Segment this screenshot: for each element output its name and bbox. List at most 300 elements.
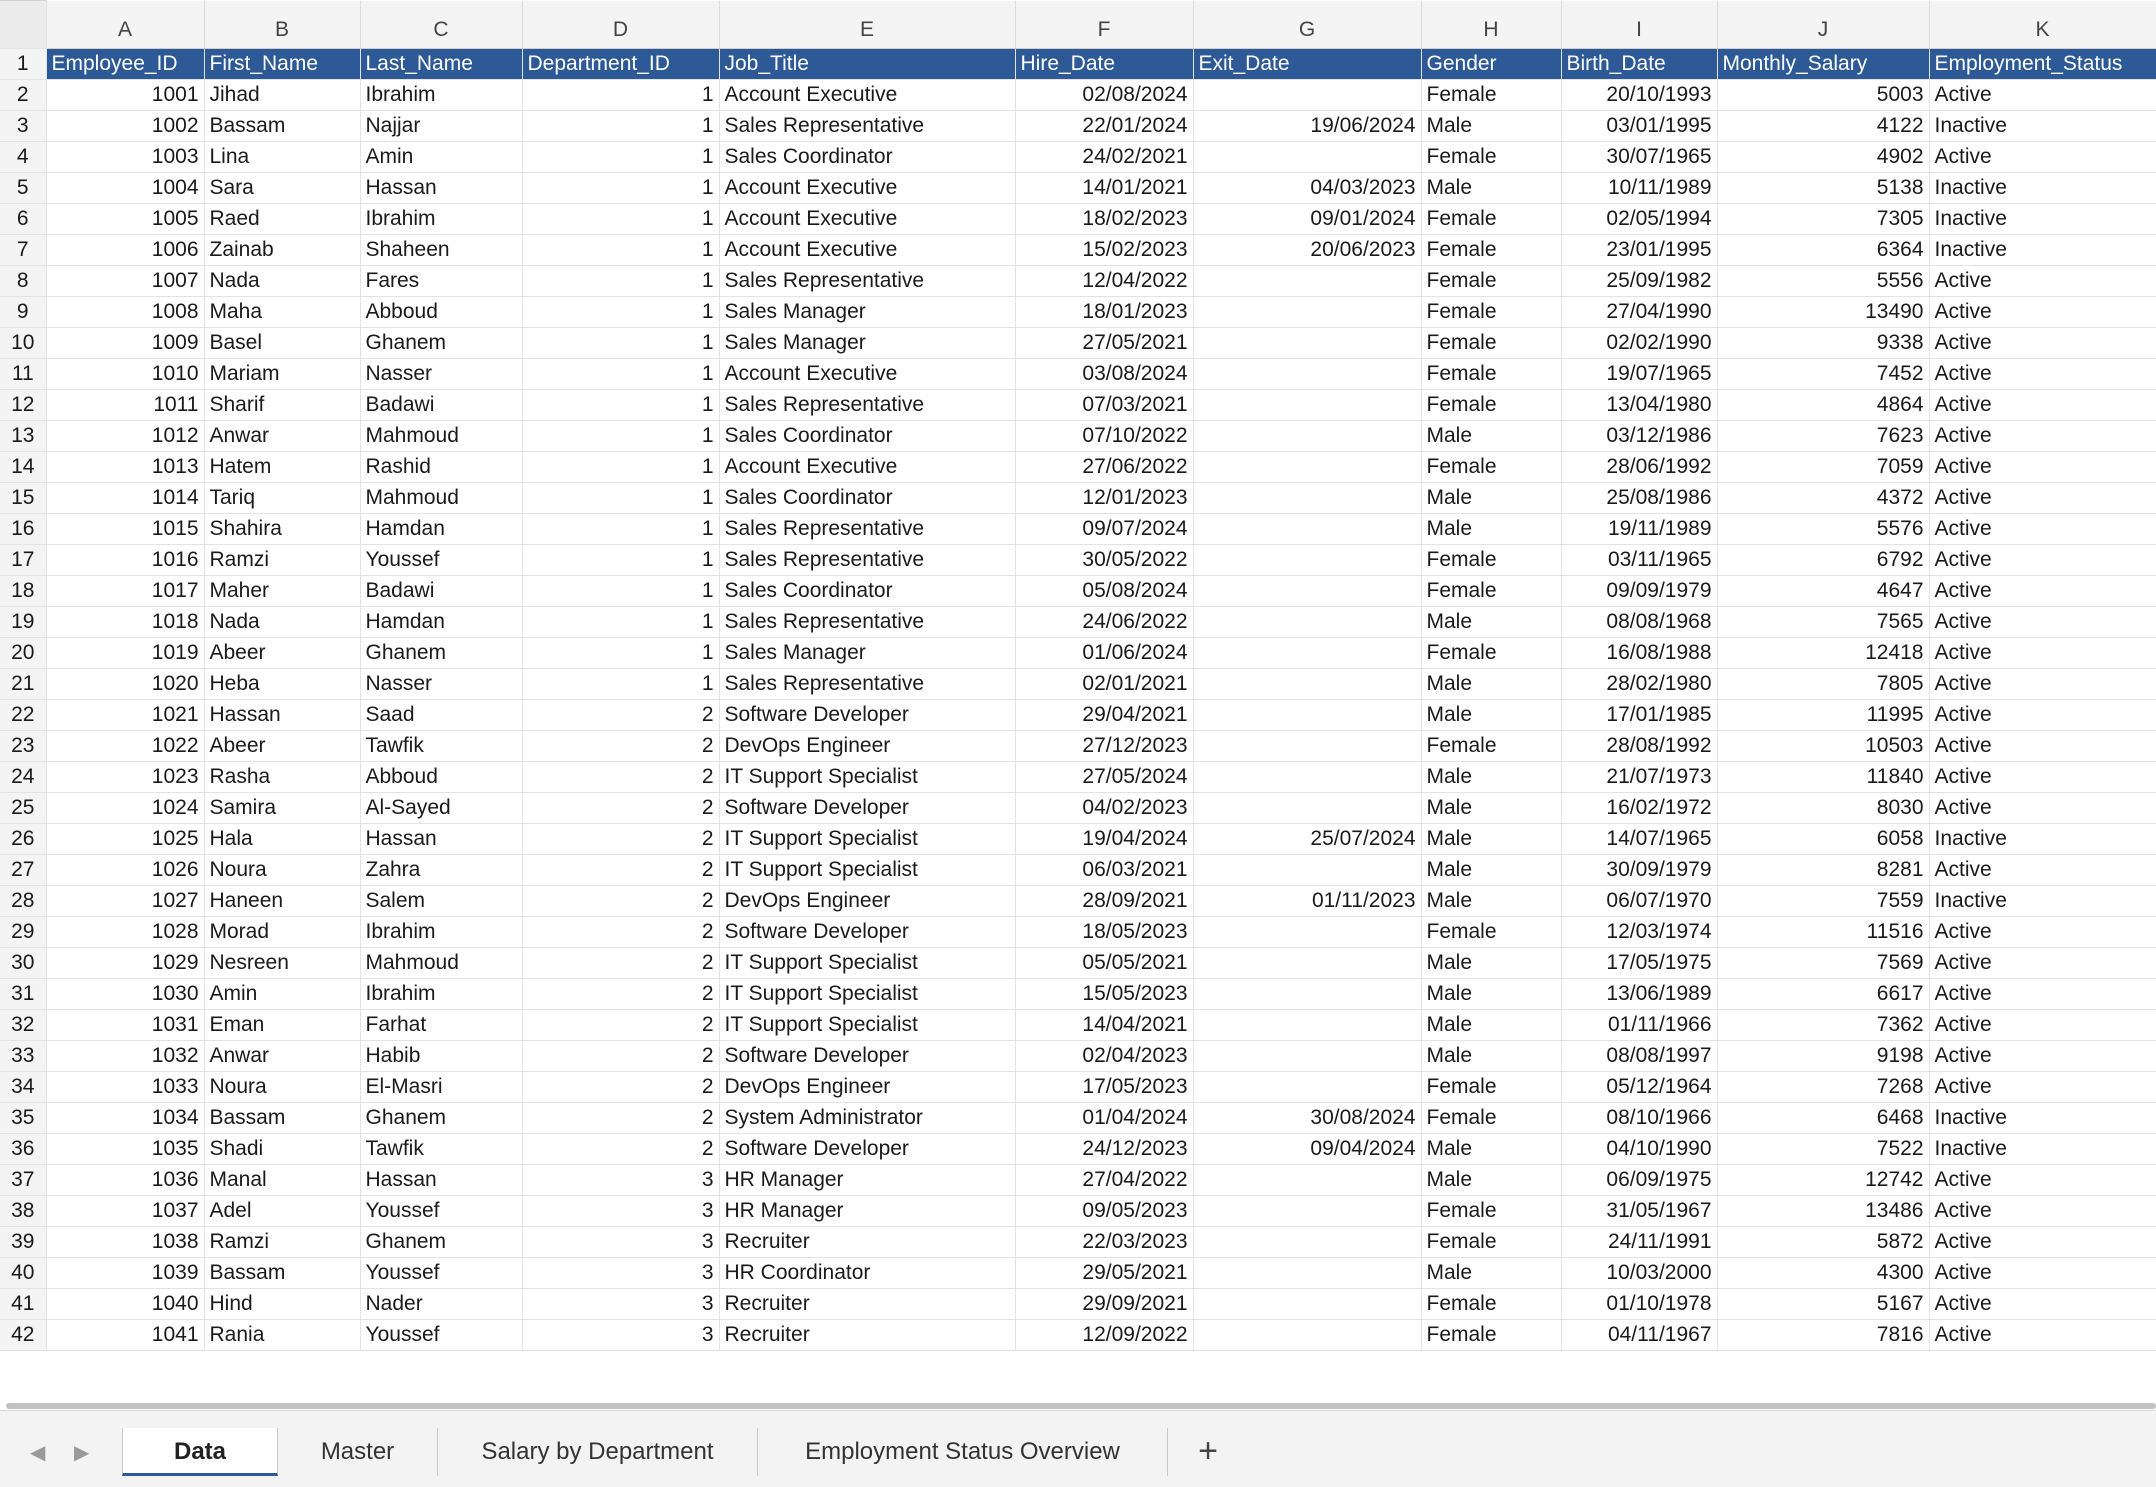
row-number[interactable]: 1 bbox=[0, 49, 46, 80]
table-cell[interactable]: 09/09/1979 bbox=[1561, 576, 1717, 607]
table-cell[interactable] bbox=[1193, 1196, 1421, 1227]
table-cell[interactable]: Ibrahim bbox=[360, 204, 522, 235]
table-cell[interactable]: Zainab bbox=[204, 235, 360, 266]
table-cell[interactable]: 2 bbox=[522, 762, 719, 793]
table-cell[interactable]: 4372 bbox=[1717, 483, 1929, 514]
table-cell[interactable]: Active bbox=[1929, 452, 2156, 483]
table-cell[interactable]: Youssef bbox=[360, 545, 522, 576]
table-cell[interactable]: 3 bbox=[522, 1227, 719, 1258]
table-cell[interactable]: 27/04/1990 bbox=[1561, 297, 1717, 328]
table-cell[interactable]: 1004 bbox=[46, 173, 204, 204]
table-cell[interactable]: Adel bbox=[204, 1196, 360, 1227]
header-cell[interactable]: Monthly_Salary bbox=[1717, 49, 1929, 80]
table-cell[interactable]: 1 bbox=[522, 173, 719, 204]
table-cell[interactable]: Basel bbox=[204, 328, 360, 359]
table-cell[interactable]: Active bbox=[1929, 1010, 2156, 1041]
header-cell[interactable]: Job_Title bbox=[719, 49, 1015, 80]
table-cell[interactable] bbox=[1193, 514, 1421, 545]
table-cell[interactable]: Maha bbox=[204, 297, 360, 328]
table-cell[interactable]: 08/08/1968 bbox=[1561, 607, 1717, 638]
table-cell[interactable]: Sales Representative bbox=[719, 607, 1015, 638]
table-cell[interactable]: Active bbox=[1929, 1258, 2156, 1289]
table-cell[interactable]: Male bbox=[1421, 1134, 1561, 1165]
table-cell[interactable]: 1030 bbox=[46, 979, 204, 1010]
next-sheet-icon[interactable]: ▶ bbox=[74, 1442, 90, 1464]
table-cell[interactable]: Active bbox=[1929, 1072, 2156, 1103]
table-cell[interactable]: 18/01/2023 bbox=[1015, 297, 1193, 328]
column-header[interactable]: H bbox=[1421, 1, 1561, 49]
table-cell[interactable]: 03/11/1965 bbox=[1561, 545, 1717, 576]
select-all-corner[interactable] bbox=[0, 1, 46, 49]
table-cell[interactable]: 28/08/1992 bbox=[1561, 731, 1717, 762]
table-cell[interactable]: 12418 bbox=[1717, 638, 1929, 669]
table-cell[interactable]: Sales Representative bbox=[719, 669, 1015, 700]
table-cell[interactable]: Active bbox=[1929, 917, 2156, 948]
table-cell[interactable]: 1012 bbox=[46, 421, 204, 452]
table-cell[interactable]: 1036 bbox=[46, 1165, 204, 1196]
table-cell[interactable]: Lina bbox=[204, 142, 360, 173]
table-cell[interactable]: Anwar bbox=[204, 421, 360, 452]
row-number[interactable]: 37 bbox=[0, 1165, 46, 1196]
table-cell[interactable]: Heba bbox=[204, 669, 360, 700]
table-cell[interactable]: 1029 bbox=[46, 948, 204, 979]
header-cell[interactable]: Hire_Date bbox=[1015, 49, 1193, 80]
table-cell[interactable]: Ramzi bbox=[204, 545, 360, 576]
table-cell[interactable]: Eman bbox=[204, 1010, 360, 1041]
table-cell[interactable]: 07/03/2021 bbox=[1015, 390, 1193, 421]
table-cell[interactable]: Male bbox=[1421, 111, 1561, 142]
horizontal-scrollbar[interactable] bbox=[0, 1400, 2156, 1410]
table-cell[interactable]: 1 bbox=[522, 328, 719, 359]
table-cell[interactable]: 1 bbox=[522, 421, 719, 452]
column-header[interactable]: I bbox=[1561, 1, 1717, 49]
table-cell[interactable]: 18/02/2023 bbox=[1015, 204, 1193, 235]
table-cell[interactable]: 19/07/1965 bbox=[1561, 359, 1717, 390]
table-cell[interactable]: 4647 bbox=[1717, 576, 1929, 607]
table-cell[interactable]: 5872 bbox=[1717, 1227, 1929, 1258]
table-cell[interactable]: Maher bbox=[204, 576, 360, 607]
table-cell[interactable]: Active bbox=[1929, 855, 2156, 886]
table-cell[interactable]: 2 bbox=[522, 731, 719, 762]
table-cell[interactable]: 12/09/2022 bbox=[1015, 1320, 1193, 1351]
table-cell[interactable]: 1 bbox=[522, 142, 719, 173]
row-number[interactable]: 15 bbox=[0, 483, 46, 514]
table-cell[interactable]: 7805 bbox=[1717, 669, 1929, 700]
table-cell[interactable]: Youssef bbox=[360, 1258, 522, 1289]
table-cell[interactable]: 02/04/2023 bbox=[1015, 1041, 1193, 1072]
table-cell[interactable]: Active bbox=[1929, 762, 2156, 793]
table-cell[interactable]: Inactive bbox=[1929, 1134, 2156, 1165]
table-cell[interactable]: Sara bbox=[204, 173, 360, 204]
row-number[interactable]: 35 bbox=[0, 1103, 46, 1134]
table-cell[interactable]: Sales Representative bbox=[719, 514, 1015, 545]
table-cell[interactable]: 7569 bbox=[1717, 948, 1929, 979]
table-cell[interactable]: 19/11/1989 bbox=[1561, 514, 1717, 545]
table-cell[interactable]: Account Executive bbox=[719, 173, 1015, 204]
table-cell[interactable]: 03/01/1995 bbox=[1561, 111, 1717, 142]
table-cell[interactable]: 6468 bbox=[1717, 1103, 1929, 1134]
table-cell[interactable]: 01/06/2024 bbox=[1015, 638, 1193, 669]
table-cell[interactable]: Female bbox=[1421, 204, 1561, 235]
table-cell[interactable]: 7565 bbox=[1717, 607, 1929, 638]
table-cell[interactable]: Sales Representative bbox=[719, 545, 1015, 576]
table-cell[interactable]: 1031 bbox=[46, 1010, 204, 1041]
table-cell[interactable]: Active bbox=[1929, 266, 2156, 297]
table-cell[interactable]: Active bbox=[1929, 142, 2156, 173]
row-number[interactable]: 26 bbox=[0, 824, 46, 855]
row-number[interactable]: 14 bbox=[0, 452, 46, 483]
table-cell[interactable]: Male bbox=[1421, 514, 1561, 545]
table-cell[interactable]: 1020 bbox=[46, 669, 204, 700]
table-cell[interactable]: 04/02/2023 bbox=[1015, 793, 1193, 824]
table-cell[interactable]: Active bbox=[1929, 793, 2156, 824]
table-cell[interactable]: Inactive bbox=[1929, 886, 2156, 917]
table-cell[interactable]: 5167 bbox=[1717, 1289, 1929, 1320]
table-cell[interactable]: Sales Coordinator bbox=[719, 142, 1015, 173]
table-cell[interactable]: Male bbox=[1421, 855, 1561, 886]
table-cell[interactable]: 20/10/1993 bbox=[1561, 80, 1717, 111]
table-cell[interactable]: 1024 bbox=[46, 793, 204, 824]
table-cell[interactable]: Male bbox=[1421, 669, 1561, 700]
table-cell[interactable]: 01/10/1978 bbox=[1561, 1289, 1717, 1320]
table-cell[interactable]: 2 bbox=[522, 855, 719, 886]
table-cell[interactable]: Zahra bbox=[360, 855, 522, 886]
table-cell[interactable]: Rasha bbox=[204, 762, 360, 793]
table-cell[interactable]: 16/02/1972 bbox=[1561, 793, 1717, 824]
table-cell[interactable] bbox=[1193, 1010, 1421, 1041]
table-cell[interactable]: 25/09/1982 bbox=[1561, 266, 1717, 297]
table-cell[interactable]: 6792 bbox=[1717, 545, 1929, 576]
table-cell[interactable]: Bassam bbox=[204, 111, 360, 142]
table-cell[interactable]: Farhat bbox=[360, 1010, 522, 1041]
table-cell[interactable]: Female bbox=[1421, 142, 1561, 173]
table-cell[interactable]: 8030 bbox=[1717, 793, 1929, 824]
table-cell[interactable]: 24/12/2023 bbox=[1015, 1134, 1193, 1165]
table-cell[interactable]: 09/01/2024 bbox=[1193, 204, 1421, 235]
table-cell[interactable]: Badawi bbox=[360, 576, 522, 607]
table-cell[interactable]: 29/04/2021 bbox=[1015, 700, 1193, 731]
table-cell[interactable]: Abeer bbox=[204, 638, 360, 669]
table-cell[interactable]: 1 bbox=[522, 576, 719, 607]
table-cell[interactable]: Female bbox=[1421, 1320, 1561, 1351]
table-cell[interactable] bbox=[1193, 1165, 1421, 1196]
table-cell[interactable]: Noura bbox=[204, 855, 360, 886]
table-cell[interactable] bbox=[1193, 793, 1421, 824]
table-cell[interactable]: Female bbox=[1421, 1103, 1561, 1134]
table-cell[interactable]: 4300 bbox=[1717, 1258, 1929, 1289]
table-cell[interactable]: 24/11/1991 bbox=[1561, 1227, 1717, 1258]
table-cell[interactable]: Shadi bbox=[204, 1134, 360, 1165]
table-cell[interactable]: 7522 bbox=[1717, 1134, 1929, 1165]
row-number[interactable]: 8 bbox=[0, 266, 46, 297]
table-cell[interactable]: 1032 bbox=[46, 1041, 204, 1072]
table-cell[interactable]: 1 bbox=[522, 266, 719, 297]
table-cell[interactable]: Software Developer bbox=[719, 793, 1015, 824]
table-cell[interactable]: 12/01/2023 bbox=[1015, 483, 1193, 514]
table-cell[interactable]: 1015 bbox=[46, 514, 204, 545]
table-cell[interactable]: Male bbox=[1421, 607, 1561, 638]
column-header[interactable]: G bbox=[1193, 1, 1421, 49]
table-cell[interactable]: 6617 bbox=[1717, 979, 1929, 1010]
table-cell[interactable]: 22/03/2023 bbox=[1015, 1227, 1193, 1258]
table-cell[interactable]: 13490 bbox=[1717, 297, 1929, 328]
table-cell[interactable]: Male bbox=[1421, 762, 1561, 793]
table-cell[interactable]: 7623 bbox=[1717, 421, 1929, 452]
table-cell[interactable]: 2 bbox=[522, 979, 719, 1010]
table-cell[interactable] bbox=[1193, 452, 1421, 483]
table-cell[interactable]: IT Support Specialist bbox=[719, 948, 1015, 979]
row-number[interactable]: 38 bbox=[0, 1196, 46, 1227]
table-cell[interactable]: 30/05/2022 bbox=[1015, 545, 1193, 576]
table-cell[interactable]: Account Executive bbox=[719, 235, 1015, 266]
table-cell[interactable] bbox=[1193, 948, 1421, 979]
table-cell[interactable]: 17/01/1985 bbox=[1561, 700, 1717, 731]
table-cell[interactable]: 24/02/2021 bbox=[1015, 142, 1193, 173]
table-cell[interactable]: Morad bbox=[204, 917, 360, 948]
table-cell[interactable]: Account Executive bbox=[719, 452, 1015, 483]
row-number[interactable]: 23 bbox=[0, 731, 46, 762]
table-cell[interactable]: 06/07/1970 bbox=[1561, 886, 1717, 917]
table-cell[interactable]: 2 bbox=[522, 1041, 719, 1072]
table-cell[interactable]: IT Support Specialist bbox=[719, 855, 1015, 886]
table-cell[interactable]: 1040 bbox=[46, 1289, 204, 1320]
table-cell[interactable]: 2 bbox=[522, 1103, 719, 1134]
table-cell[interactable]: Tawfik bbox=[360, 731, 522, 762]
table-cell[interactable]: 1 bbox=[522, 235, 719, 266]
table-cell[interactable]: 03/08/2024 bbox=[1015, 359, 1193, 390]
table-cell[interactable]: Account Executive bbox=[719, 359, 1015, 390]
table-cell[interactable]: Active bbox=[1929, 948, 2156, 979]
table-cell[interactable]: 1002 bbox=[46, 111, 204, 142]
table-cell[interactable]: Active bbox=[1929, 1320, 2156, 1351]
table-cell[interactable]: Female bbox=[1421, 1196, 1561, 1227]
table-cell[interactable]: Najjar bbox=[360, 111, 522, 142]
table-cell[interactable]: 22/01/2024 bbox=[1015, 111, 1193, 142]
table-cell[interactable]: 2 bbox=[522, 886, 719, 917]
table-cell[interactable]: 10503 bbox=[1717, 731, 1929, 762]
table-cell[interactable]: 1023 bbox=[46, 762, 204, 793]
header-cell[interactable]: Gender bbox=[1421, 49, 1561, 80]
table-cell[interactable]: IT Support Specialist bbox=[719, 979, 1015, 1010]
table-cell[interactable]: Female bbox=[1421, 297, 1561, 328]
table-cell[interactable]: Active bbox=[1929, 421, 2156, 452]
row-number[interactable]: 9 bbox=[0, 297, 46, 328]
table-cell[interactable]: 5556 bbox=[1717, 266, 1929, 297]
table-cell[interactable]: Active bbox=[1929, 390, 2156, 421]
table-cell[interactable]: 5576 bbox=[1717, 514, 1929, 545]
table-cell[interactable]: Inactive bbox=[1929, 111, 2156, 142]
table-cell[interactable]: 1 bbox=[522, 80, 719, 111]
table-cell[interactable]: 1 bbox=[522, 204, 719, 235]
table-cell[interactable]: Female bbox=[1421, 545, 1561, 576]
table-cell[interactable] bbox=[1193, 1041, 1421, 1072]
table-cell[interactable]: 13486 bbox=[1717, 1196, 1929, 1227]
table-cell[interactable]: 2 bbox=[522, 1134, 719, 1165]
table-cell[interactable]: 29/05/2021 bbox=[1015, 1258, 1193, 1289]
table-cell[interactable]: 05/08/2024 bbox=[1015, 576, 1193, 607]
table-cell[interactable]: 1025 bbox=[46, 824, 204, 855]
table-cell[interactable]: 12/03/1974 bbox=[1561, 917, 1717, 948]
table-cell[interactable]: Male bbox=[1421, 700, 1561, 731]
table-cell[interactable]: Male bbox=[1421, 886, 1561, 917]
table-cell[interactable]: Jihad bbox=[204, 80, 360, 111]
table-cell[interactable] bbox=[1193, 1072, 1421, 1103]
table-cell[interactable]: 27/04/2022 bbox=[1015, 1165, 1193, 1196]
add-sheet-button[interactable]: + bbox=[1198, 1432, 1218, 1470]
table-cell[interactable] bbox=[1193, 359, 1421, 390]
table-cell[interactable]: 7059 bbox=[1717, 452, 1929, 483]
table-cell[interactable]: Active bbox=[1929, 1041, 2156, 1072]
table-cell[interactable]: 1001 bbox=[46, 80, 204, 111]
table-cell[interactable]: Female bbox=[1421, 390, 1561, 421]
table-cell[interactable]: 1017 bbox=[46, 576, 204, 607]
row-number[interactable]: 7 bbox=[0, 235, 46, 266]
table-cell[interactable]: 14/01/2021 bbox=[1015, 173, 1193, 204]
table-cell[interactable]: 06/03/2021 bbox=[1015, 855, 1193, 886]
row-number[interactable]: 39 bbox=[0, 1227, 46, 1258]
column-header[interactable]: J bbox=[1717, 1, 1929, 49]
table-cell[interactable] bbox=[1193, 1320, 1421, 1351]
table-cell[interactable]: 11995 bbox=[1717, 700, 1929, 731]
table-cell[interactable]: Active bbox=[1929, 359, 2156, 390]
table-cell[interactable]: 05/05/2021 bbox=[1015, 948, 1193, 979]
table-cell[interactable]: 1 bbox=[522, 607, 719, 638]
table-cell[interactable] bbox=[1193, 669, 1421, 700]
table-cell[interactable]: 1 bbox=[522, 111, 719, 142]
table-cell[interactable]: Inactive bbox=[1929, 824, 2156, 855]
table-cell[interactable]: Active bbox=[1929, 328, 2156, 359]
table-cell[interactable]: 1013 bbox=[46, 452, 204, 483]
table-cell[interactable] bbox=[1193, 142, 1421, 173]
table-cell[interactable]: Fares bbox=[360, 266, 522, 297]
table-cell[interactable]: Female bbox=[1421, 731, 1561, 762]
table-cell[interactable]: HR Manager bbox=[719, 1196, 1015, 1227]
table-cell[interactable]: HR Manager bbox=[719, 1165, 1015, 1196]
row-number[interactable]: 34 bbox=[0, 1072, 46, 1103]
table-cell[interactable]: 14/07/1965 bbox=[1561, 824, 1717, 855]
row-number[interactable]: 31 bbox=[0, 979, 46, 1010]
table-cell[interactable]: 1039 bbox=[46, 1258, 204, 1289]
table-cell[interactable]: 12/04/2022 bbox=[1015, 266, 1193, 297]
row-number[interactable]: 33 bbox=[0, 1041, 46, 1072]
table-cell[interactable]: 1 bbox=[522, 390, 719, 421]
header-cell[interactable]: Exit_Date bbox=[1193, 49, 1421, 80]
table-cell[interactable]: 19/06/2024 bbox=[1193, 111, 1421, 142]
column-header[interactable]: E bbox=[719, 1, 1015, 49]
table-cell[interactable]: Amin bbox=[360, 142, 522, 173]
table-cell[interactable]: 7816 bbox=[1717, 1320, 1929, 1351]
table-cell[interactable]: Al-Sayed bbox=[360, 793, 522, 824]
header-cell[interactable]: First_Name bbox=[204, 49, 360, 80]
table-cell[interactable]: Sales Manager bbox=[719, 638, 1015, 669]
table-cell[interactable]: 1019 bbox=[46, 638, 204, 669]
tab-master[interactable]: Master bbox=[278, 1428, 438, 1476]
table-cell[interactable]: Active bbox=[1929, 576, 2156, 607]
table-cell[interactable]: Sales Representative bbox=[719, 111, 1015, 142]
table-cell[interactable]: 1018 bbox=[46, 607, 204, 638]
table-cell[interactable]: Active bbox=[1929, 1196, 2156, 1227]
table-cell[interactable]: Hassan bbox=[360, 824, 522, 855]
table-cell[interactable]: Noura bbox=[204, 1072, 360, 1103]
table-cell[interactable]: 1038 bbox=[46, 1227, 204, 1258]
table-cell[interactable]: Male bbox=[1421, 1165, 1561, 1196]
table-cell[interactable]: 2 bbox=[522, 1010, 719, 1041]
table-cell[interactable]: Nasser bbox=[360, 669, 522, 700]
table-cell[interactable]: Habib bbox=[360, 1041, 522, 1072]
table-cell[interactable]: Hala bbox=[204, 824, 360, 855]
table-cell[interactable]: Hassan bbox=[204, 700, 360, 731]
table-cell[interactable]: 1037 bbox=[46, 1196, 204, 1227]
table-cell[interactable] bbox=[1193, 1227, 1421, 1258]
table-cell[interactable]: 6058 bbox=[1717, 824, 1929, 855]
table-cell[interactable]: 05/12/1964 bbox=[1561, 1072, 1717, 1103]
table-cell[interactable]: 1009 bbox=[46, 328, 204, 359]
table-cell[interactable] bbox=[1193, 1258, 1421, 1289]
table-cell[interactable]: 6364 bbox=[1717, 235, 1929, 266]
row-number[interactable]: 3 bbox=[0, 111, 46, 142]
row-number[interactable]: 17 bbox=[0, 545, 46, 576]
row-number[interactable]: 19 bbox=[0, 607, 46, 638]
table-cell[interactable]: 1 bbox=[522, 638, 719, 669]
table-cell[interactable]: Male bbox=[1421, 1010, 1561, 1041]
table-cell[interactable]: Male bbox=[1421, 979, 1561, 1010]
table-cell[interactable]: 7305 bbox=[1717, 204, 1929, 235]
table-cell[interactable]: 1006 bbox=[46, 235, 204, 266]
column-header[interactable]: A bbox=[46, 1, 204, 49]
table-cell[interactable]: 25/08/1986 bbox=[1561, 483, 1717, 514]
scrollbar-thumb[interactable] bbox=[6, 1403, 2156, 1409]
table-cell[interactable] bbox=[1193, 855, 1421, 886]
table-cell[interactable]: Inactive bbox=[1929, 204, 2156, 235]
table-cell[interactable]: 18/05/2023 bbox=[1015, 917, 1193, 948]
table-cell[interactable]: Active bbox=[1929, 514, 2156, 545]
table-cell[interactable]: Mahmoud bbox=[360, 483, 522, 514]
table-cell[interactable]: 1022 bbox=[46, 731, 204, 762]
table-cell[interactable]: 29/09/2021 bbox=[1015, 1289, 1193, 1320]
table-cell[interactable]: 09/05/2023 bbox=[1015, 1196, 1193, 1227]
table-cell[interactable]: Hatem bbox=[204, 452, 360, 483]
table-cell[interactable]: Hind bbox=[204, 1289, 360, 1320]
table-cell[interactable]: Nesreen bbox=[204, 948, 360, 979]
table-cell[interactable]: 27/06/2022 bbox=[1015, 452, 1193, 483]
table-cell[interactable]: Female bbox=[1421, 80, 1561, 111]
table-cell[interactable]: 1027 bbox=[46, 886, 204, 917]
row-number[interactable]: 27 bbox=[0, 855, 46, 886]
table-cell[interactable]: Bassam bbox=[204, 1258, 360, 1289]
header-cell[interactable]: Last_Name bbox=[360, 49, 522, 80]
row-number[interactable]: 30 bbox=[0, 948, 46, 979]
table-cell[interactable]: Active bbox=[1929, 731, 2156, 762]
table-cell[interactable] bbox=[1193, 607, 1421, 638]
table-cell[interactable]: 27/12/2023 bbox=[1015, 731, 1193, 762]
table-cell[interactable]: Sales Representative bbox=[719, 266, 1015, 297]
table-cell[interactable]: Active bbox=[1929, 80, 2156, 111]
table-cell[interactable]: Mariam bbox=[204, 359, 360, 390]
table-cell[interactable] bbox=[1193, 266, 1421, 297]
table-cell[interactable]: Nader bbox=[360, 1289, 522, 1320]
table-cell[interactable]: 1 bbox=[522, 669, 719, 700]
table-cell[interactable]: 01/11/2023 bbox=[1193, 886, 1421, 917]
table-cell[interactable]: Manal bbox=[204, 1165, 360, 1196]
table-cell[interactable]: 27/05/2021 bbox=[1015, 328, 1193, 359]
table-cell[interactable]: 02/02/1990 bbox=[1561, 328, 1717, 359]
table-cell[interactable]: 7559 bbox=[1717, 886, 1929, 917]
table-cell[interactable] bbox=[1193, 1289, 1421, 1320]
column-header[interactable]: F bbox=[1015, 1, 1193, 49]
table-cell[interactable]: 19/04/2024 bbox=[1015, 824, 1193, 855]
table-cell[interactable]: Active bbox=[1929, 1165, 2156, 1196]
table-cell[interactable]: 09/07/2024 bbox=[1015, 514, 1193, 545]
